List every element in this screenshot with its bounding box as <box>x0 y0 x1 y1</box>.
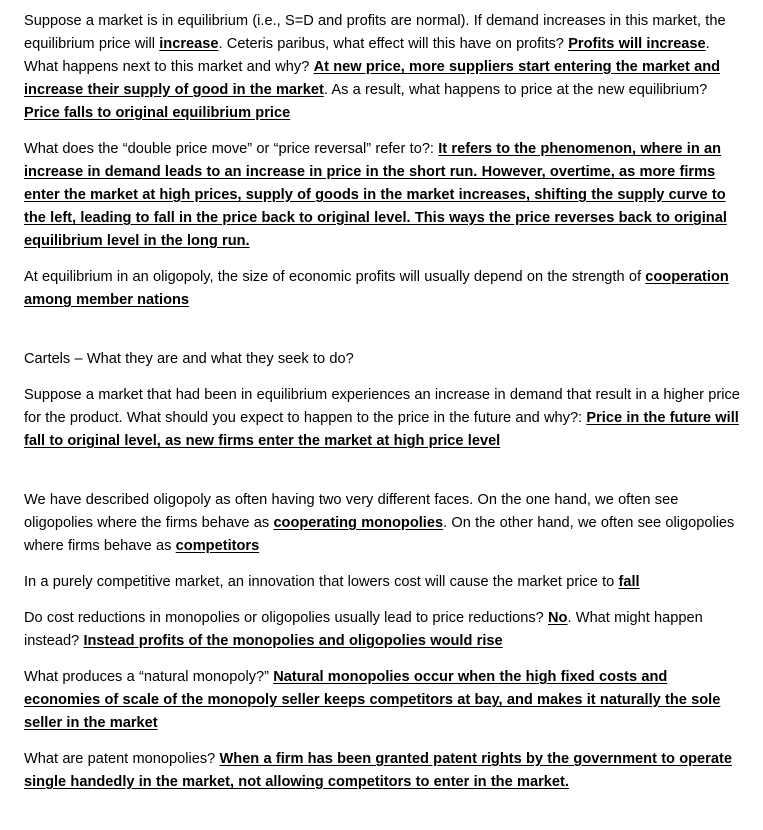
document-body <box>24 10 744 794</box>
text-run: . On the other hand, we often see oligopolies where firms behave as <box>24 515 735 554</box>
text-run: Suppose a market that had been in equilibrium experiences an increase in demand that result in a higher price for the product. What should you expect to happen to the price in the future and why?: <box>24 387 740 426</box>
answer-run: At new price, more suppliers start entering the market and increase their supply of good in the market <box>24 59 721 98</box>
text-run: At equilibrium in an oligopoly, the size of economic profits will usually depend on the strength of <box>24 269 646 285</box>
answer-run: It refers to the phenomenon, where in an increase in demand leads to an increase in price in the short run. However, overtime, as more firms enter the market at high prices, supply of goods in the market increases, shifting the supply curve to the left, leading to fall in the price back to original level. This ways the price reverses back to original equilibrium level in the long run. <box>24 141 727 249</box>
answer-run: No <box>548 610 568 626</box>
text-run: . As a result, what happens to price at the new equilibrium? <box>323 82 708 98</box>
text-run: . Ceteris paribus, what effect will this have on profits? <box>218 36 569 52</box>
text-run: We have described oligopoly as often having two very different faces. On the one hand, we often see oligopolies where the firms behave as <box>24 492 679 531</box>
text-run: Cartels – What they are and what they seek to do? <box>24 351 354 367</box>
answer-run: cooperation among member nations <box>24 269 729 308</box>
paragraph <box>24 666 744 735</box>
answer-run: Price falls to original equilibrium price <box>24 105 291 121</box>
text-run: In a purely competitive market, an innovation that lowers cost will cause the market price to <box>24 574 619 590</box>
text-run: What are patent monopolies? <box>24 751 220 767</box>
answer-run: cooperating monopolies <box>273 515 444 531</box>
answer-run: fall <box>618 574 640 590</box>
paragraph <box>24 10 744 125</box>
text-run: . What happens next to this market and why? <box>24 36 710 75</box>
answer-run: competitors <box>175 538 260 554</box>
text-run: What produces a “natural monopoly?” <box>24 669 274 685</box>
paragraph <box>24 748 744 794</box>
paragraph <box>24 489 744 558</box>
paragraph <box>24 266 744 312</box>
answer-run: Natural monopolies occur when the high fixed costs and economies of scale of the monopoly seller keeps competitors at bay, and makes it naturally the sole seller in the market <box>24 669 721 731</box>
text-run: Do cost reductions in monopolies or oligopolies usually lead to price reductions? <box>24 610 549 626</box>
paragraph <box>24 138 744 253</box>
answer-run: Profits will increase <box>568 36 706 52</box>
paragraph <box>24 571 744 594</box>
answer-run: When a firm has been granted patent rights by the government to operate single handedly in the market, not allowing competitors to enter in the market. <box>24 751 732 790</box>
text-run: What does the “double price move” or “price reversal” refer to?: <box>24 141 439 157</box>
answer-run: Price in the future will fall to original level, as new firms enter the market at high price level <box>24 410 739 449</box>
paragraph <box>24 607 744 653</box>
paragraph <box>24 348 744 371</box>
text-run: Suppose a market is in equilibrium (i.e., S=D and profits are normal). If demand increases in this market, the equilibrium price will <box>24 13 726 52</box>
answer-run: Instead profits of the monopolies and oligopolies would rise <box>83 633 503 649</box>
paragraph <box>24 384 744 453</box>
text-run: . What might happen instead? <box>24 610 703 649</box>
answer-run: increase <box>159 36 219 52</box>
